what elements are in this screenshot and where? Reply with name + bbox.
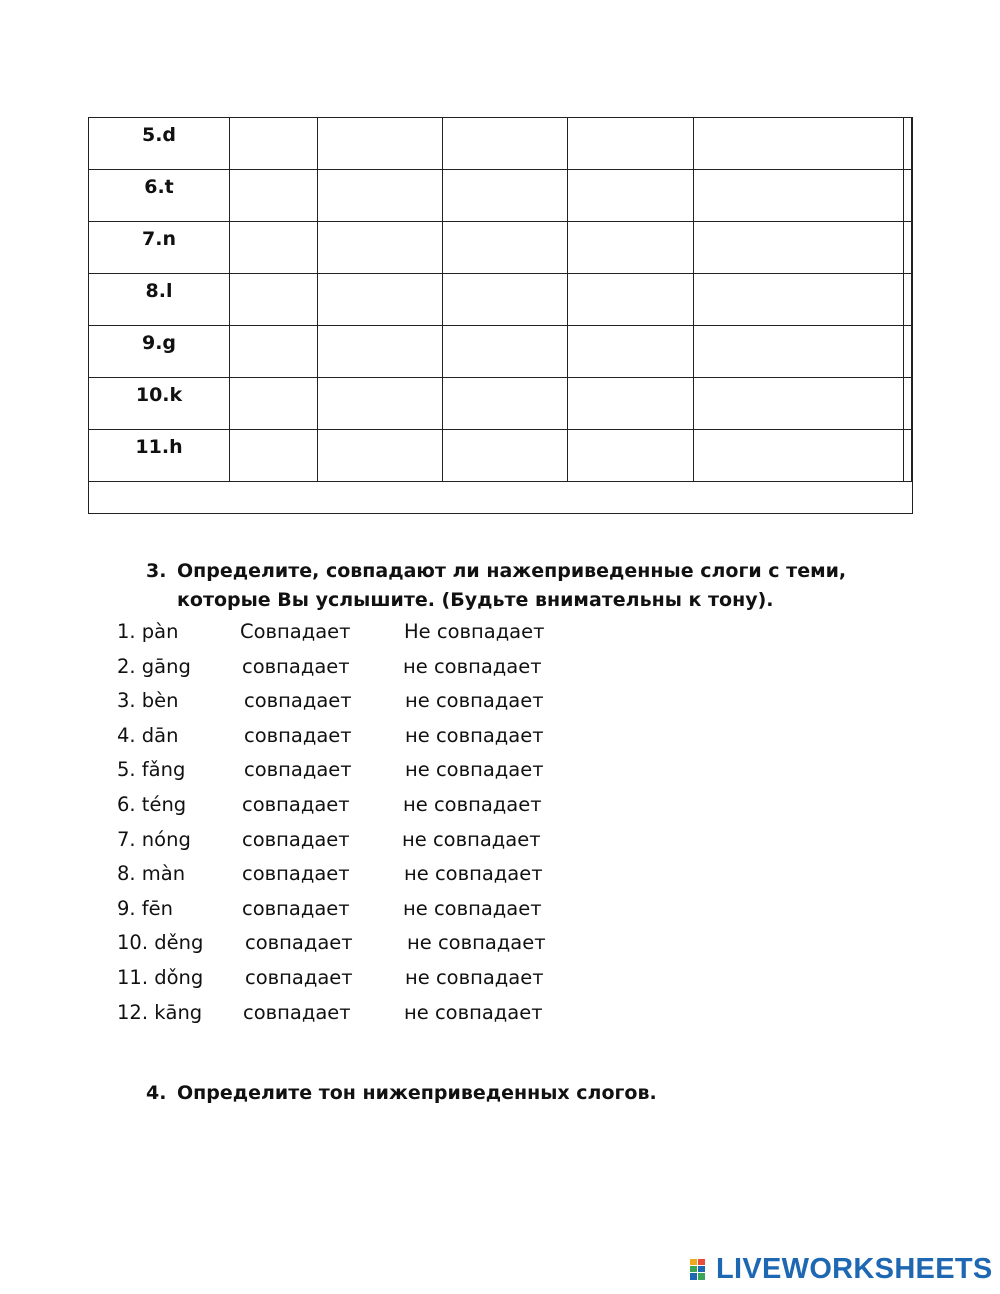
table-answer-cell[interactable] bbox=[568, 430, 694, 482]
table-answer-cell[interactable] bbox=[694, 274, 904, 326]
no-match-option[interactable]: не совпадает bbox=[404, 862, 543, 886]
table-answer-cell[interactable] bbox=[230, 118, 318, 170]
match-option[interactable]: совпадает bbox=[242, 827, 350, 851]
table-row bbox=[89, 378, 912, 430]
table-row bbox=[89, 222, 912, 274]
syllable-label: 7. nóng bbox=[117, 827, 191, 851]
table-row-label: 6.t bbox=[144, 176, 174, 198]
no-match-option[interactable]: не совпадает bbox=[405, 689, 544, 713]
table-row-label-cell bbox=[89, 274, 230, 326]
match-option[interactable]: совпадает bbox=[243, 1000, 351, 1024]
syllable-label: 2. gāng bbox=[117, 654, 191, 678]
table-row-label-cell bbox=[89, 326, 230, 378]
no-match-option[interactable]: не совпадает bbox=[405, 723, 544, 747]
match-option[interactable]: Совпадает bbox=[240, 620, 351, 643]
no-match-option[interactable]: не совпадает bbox=[407, 931, 546, 955]
table-row bbox=[89, 274, 912, 326]
match-option[interactable]: совпадает bbox=[244, 758, 352, 782]
exercise-4-number: 4. bbox=[146, 1082, 167, 1104]
table-answer-cell[interactable] bbox=[443, 378, 568, 430]
syllable-label: 5. fǎng bbox=[117, 758, 186, 782]
table-answer-cell[interactable] bbox=[318, 170, 443, 222]
table-answer-cell[interactable] bbox=[568, 170, 694, 222]
table-row-label-cell bbox=[89, 430, 230, 482]
table-answer-cell[interactable] bbox=[230, 326, 318, 378]
liveworksheets-logo-text: LIVEWORKSHEETS bbox=[716, 1253, 993, 1285]
no-match-option[interactable]: не совпадает bbox=[404, 1000, 543, 1024]
table-answer-cell[interactable] bbox=[904, 378, 912, 430]
table-answer-cell[interactable] bbox=[230, 170, 318, 222]
table-row-label: 7.n bbox=[142, 228, 176, 250]
table-answer-cell[interactable] bbox=[568, 326, 694, 378]
syllable-label: 4. dān bbox=[117, 723, 179, 747]
table-row bbox=[89, 326, 912, 378]
no-match-option[interactable]: не совпадает bbox=[403, 793, 542, 816]
match-option[interactable]: совпадает bbox=[245, 966, 353, 989]
syllable-label: 8. màn bbox=[117, 862, 186, 886]
table-row bbox=[89, 118, 912, 170]
table-answer-cell[interactable] bbox=[443, 222, 568, 274]
table-answer-cell[interactable] bbox=[443, 326, 568, 378]
table-answer-cell[interactable] bbox=[318, 326, 443, 378]
table-answer-cell[interactable] bbox=[904, 430, 912, 482]
table-answer-cell[interactable] bbox=[694, 378, 904, 430]
table-answer-cell[interactable] bbox=[230, 274, 318, 326]
exercise-3-title-line-1: Определите, совпадают ли нажеприведенные слоги с теми, bbox=[177, 560, 847, 582]
liveworksheets-logo-icon bbox=[690, 1259, 713, 1280]
syllable-label: 12. kāng bbox=[117, 1000, 203, 1024]
table-answer-cell[interactable] bbox=[694, 118, 904, 170]
table-row-label: 8.l bbox=[145, 280, 173, 302]
match-option[interactable]: совпадает bbox=[242, 654, 350, 678]
syllable-label: 10. děng bbox=[117, 931, 204, 955]
table-answer-cell[interactable] bbox=[568, 222, 694, 274]
table-answer-cell[interactable] bbox=[230, 222, 318, 274]
table-row-label: 10.k bbox=[135, 384, 183, 406]
no-match-option[interactable]: не совпадает bbox=[405, 758, 544, 782]
no-match-option[interactable]: не совпадает bbox=[403, 896, 542, 920]
match-option[interactable]: совпадает bbox=[242, 793, 350, 816]
table-answer-cell[interactable] bbox=[904, 274, 912, 326]
table-row-label-cell bbox=[89, 170, 230, 222]
table-row-label-cell bbox=[89, 378, 230, 430]
match-option[interactable]: совпадает bbox=[242, 862, 350, 886]
table-answer-cell[interactable] bbox=[568, 274, 694, 326]
match-option[interactable]: совпадает bbox=[242, 896, 350, 920]
syllable-table bbox=[88, 117, 913, 514]
table-row-label-cell bbox=[89, 118, 230, 170]
table-row-label-cell bbox=[89, 222, 230, 274]
table-answer-cell[interactable] bbox=[318, 430, 443, 482]
table-answer-cell[interactable] bbox=[318, 274, 443, 326]
table-answer-cell[interactable] bbox=[568, 118, 694, 170]
match-option[interactable]: совпадает bbox=[245, 931, 353, 955]
table-answer-cell[interactable] bbox=[904, 222, 912, 274]
no-match-option[interactable]: не совпадает bbox=[403, 654, 542, 678]
table-answer-cell[interactable] bbox=[694, 430, 904, 482]
table-answer-cell[interactable] bbox=[443, 430, 568, 482]
table-answer-cell[interactable] bbox=[318, 222, 443, 274]
no-match-option[interactable]: не совпадает bbox=[405, 966, 544, 989]
table-answer-cell[interactable] bbox=[904, 118, 912, 170]
syllable-label: 6. téng bbox=[117, 793, 187, 816]
syllable-label: 9. fēn bbox=[117, 896, 174, 920]
table-footer-row bbox=[89, 482, 912, 512]
match-option[interactable]: совпадает bbox=[244, 723, 352, 747]
no-match-option[interactable]: Не совпадает bbox=[404, 620, 545, 643]
table-answer-cell[interactable] bbox=[443, 118, 568, 170]
table-answer-cell[interactable] bbox=[230, 430, 318, 482]
syllable-label: 11. dǒng bbox=[117, 966, 204, 989]
no-match-option[interactable]: не совпадает bbox=[402, 827, 541, 851]
table-answer-cell[interactable] bbox=[568, 378, 694, 430]
match-option[interactable]: совпадает bbox=[244, 689, 352, 713]
table-answer-cell[interactable] bbox=[694, 326, 904, 378]
table-answer-cell[interactable] bbox=[904, 170, 912, 222]
table-row-label: 11.h bbox=[135, 436, 183, 458]
table-answer-cell[interactable] bbox=[694, 170, 904, 222]
table-answer-cell[interactable] bbox=[443, 274, 568, 326]
exercise-3-number: 3. bbox=[146, 560, 167, 582]
table-row bbox=[89, 170, 912, 222]
syllable-label: 3. bèn bbox=[117, 689, 179, 713]
table-answer-cell[interactable] bbox=[694, 222, 904, 274]
table-answer-cell[interactable] bbox=[443, 170, 568, 222]
syllable-label: 1. pàn bbox=[117, 620, 179, 643]
table-answer-cell[interactable] bbox=[230, 378, 318, 430]
table-answer-cell[interactable] bbox=[904, 326, 912, 378]
table-row-label: 5.d bbox=[141, 124, 177, 146]
exercise-3-title-line-2: которые Вы услышите. (Будьте внимательны к тону). bbox=[177, 589, 774, 611]
table-row-label: 9.g bbox=[141, 332, 177, 354]
exercise-4-title-text: Определите тон нижеприведенных слогов. bbox=[177, 1082, 657, 1104]
table-answer-cell[interactable] bbox=[318, 378, 443, 430]
table-row bbox=[89, 430, 912, 482]
table-answer-cell[interactable] bbox=[318, 118, 443, 170]
